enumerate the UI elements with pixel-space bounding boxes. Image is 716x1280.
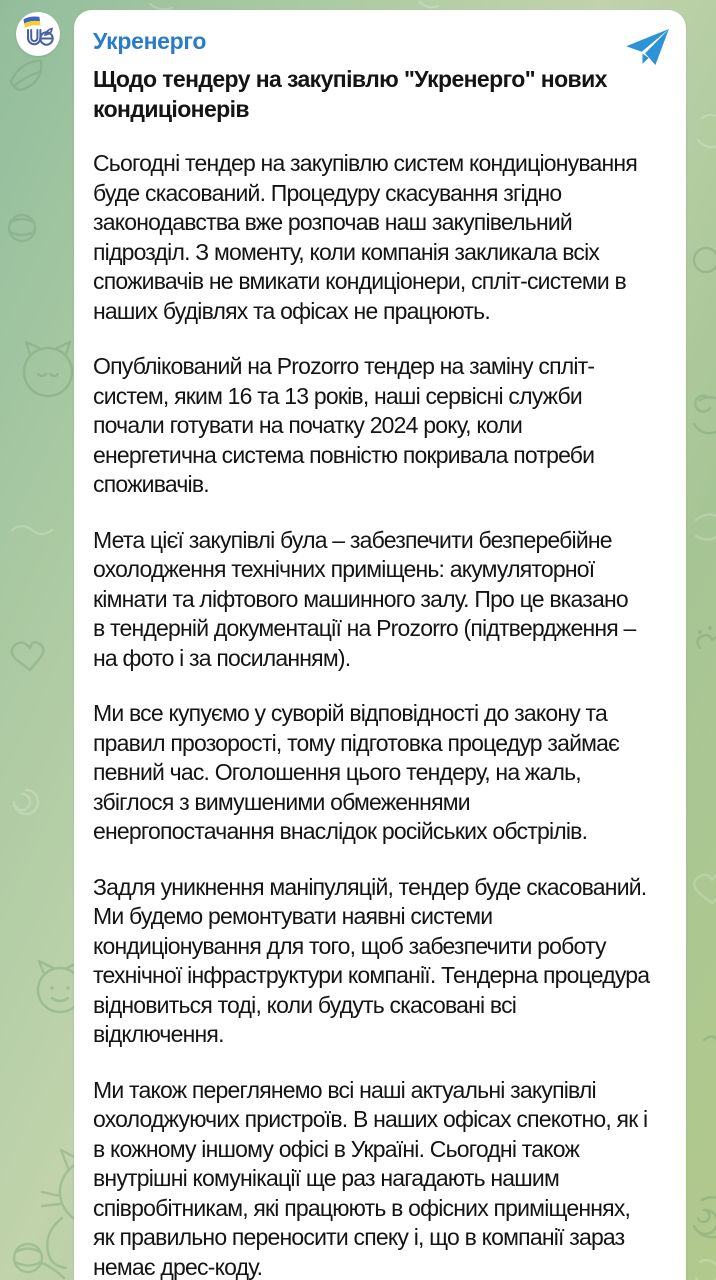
- ukrenergo-logo-icon: [28, 29, 53, 45]
- text-line: Ми також переглянемо всі наші актуальні закупівлі: [93, 1076, 596, 1103]
- text-line: охолодження технічних приміщень: акумуляторної: [93, 556, 595, 582]
- text-line: кондиціонерів: [93, 95, 249, 122]
- text-line: Задля уникнення маніпуляцій, тендер буде скасований.: [93, 873, 647, 900]
- text-line: енергетична система повністю покривала потреби: [93, 441, 595, 468]
- text-line: наших будівлях та офісах не працюють.: [93, 297, 490, 324]
- text-line: як правильно переносити спеку і, що в компанії зараз: [93, 1224, 625, 1250]
- text-line: законодавства вже розпочав наш закупівельний: [93, 209, 572, 235]
- message-paragraph: [93, 526, 667, 674]
- text-line: Ми будемо ремонтувати наявні системи: [93, 903, 493, 929]
- text-line: енергопостачання внаслідок російських обстрілів.: [93, 818, 588, 844]
- channel-avatar[interactable]: [16, 12, 60, 56]
- text-line: кондиціонування для того, щоб забезпечити роботу: [93, 932, 606, 959]
- text-line: технічної інфраструктури компанії. Тендерна процедура: [93, 962, 650, 988]
- text-line: в кожному іншому офісі в Україні. Сьогодні також: [93, 1135, 580, 1162]
- text-line: систем, яким 16 та 13 років, наші сервісні служби: [93, 382, 582, 409]
- text-line: немає дрес-коду.: [93, 1253, 263, 1280]
- text-line: певний час. Оголошення цього тендеру, на жаль,: [93, 759, 581, 785]
- message-paragraph: [93, 1076, 667, 1280]
- message-title: [93, 65, 667, 124]
- text-line: Щодо тендеру на закупівлю "Укренерго" нових: [93, 66, 607, 92]
- text-line: споживачів не вмикати кондиціонери, спліт-системи в: [93, 268, 626, 294]
- text-line: Опублікований на Prozorro тендер на заміну спліт-: [93, 353, 595, 379]
- ukraine-flag-icon: [23, 16, 40, 28]
- text-line: відключення.: [93, 1021, 224, 1047]
- text-line: буде скасований. Процедуру скасування згідно: [93, 179, 562, 206]
- message-paragraph: [93, 352, 667, 500]
- text-line: Мета цієї закупівлі була – забезпечити безперебійне: [93, 526, 612, 553]
- text-line: підрозділ. З моменту, коли компанія закликала всіх: [93, 238, 600, 265]
- message-bubble: [74, 10, 686, 1280]
- text-line: внутрішні комунікації ще раз нагадають нашим: [93, 1165, 559, 1191]
- channel-name-link[interactable]: Укренерго: [93, 28, 207, 54]
- telegram-plane-icon[interactable]: [625, 28, 671, 66]
- text-line: почали готувати на початку 2024 року, коли: [93, 412, 523, 438]
- text-line: на фото і за посиланням).: [93, 644, 351, 671]
- text-line: збіглося з вимушеними обмеженнями: [93, 788, 470, 815]
- text-line: споживачів.: [93, 471, 209, 497]
- text-line: в тендерній документації на Prozorro (підтвердження –: [93, 615, 636, 641]
- text-line: Ми все купуємо у суворій відповідності до закону та: [93, 700, 608, 726]
- message-paragraph: [93, 873, 667, 1050]
- text-line: Сьогодні тендер на закупівлю систем кондиціонування: [93, 150, 637, 176]
- message-paragraph: [93, 149, 667, 326]
- message-body: [93, 149, 667, 1280]
- text-line: правил прозорості, тому підготовка процедур займає: [93, 729, 620, 756]
- message-paragraph: [93, 699, 667, 847]
- text-line: відновиться тоді, коли будуть скасовані всі: [93, 991, 517, 1018]
- text-line: кімнати та ліфтового машинного залу. Про це вказано: [93, 585, 628, 612]
- text-line: співробітникам, які працюють в офісних приміщеннях,: [93, 1194, 631, 1221]
- text-line: охолоджуючих пристроїв. В наших офісах спекотно, як і: [93, 1106, 648, 1132]
